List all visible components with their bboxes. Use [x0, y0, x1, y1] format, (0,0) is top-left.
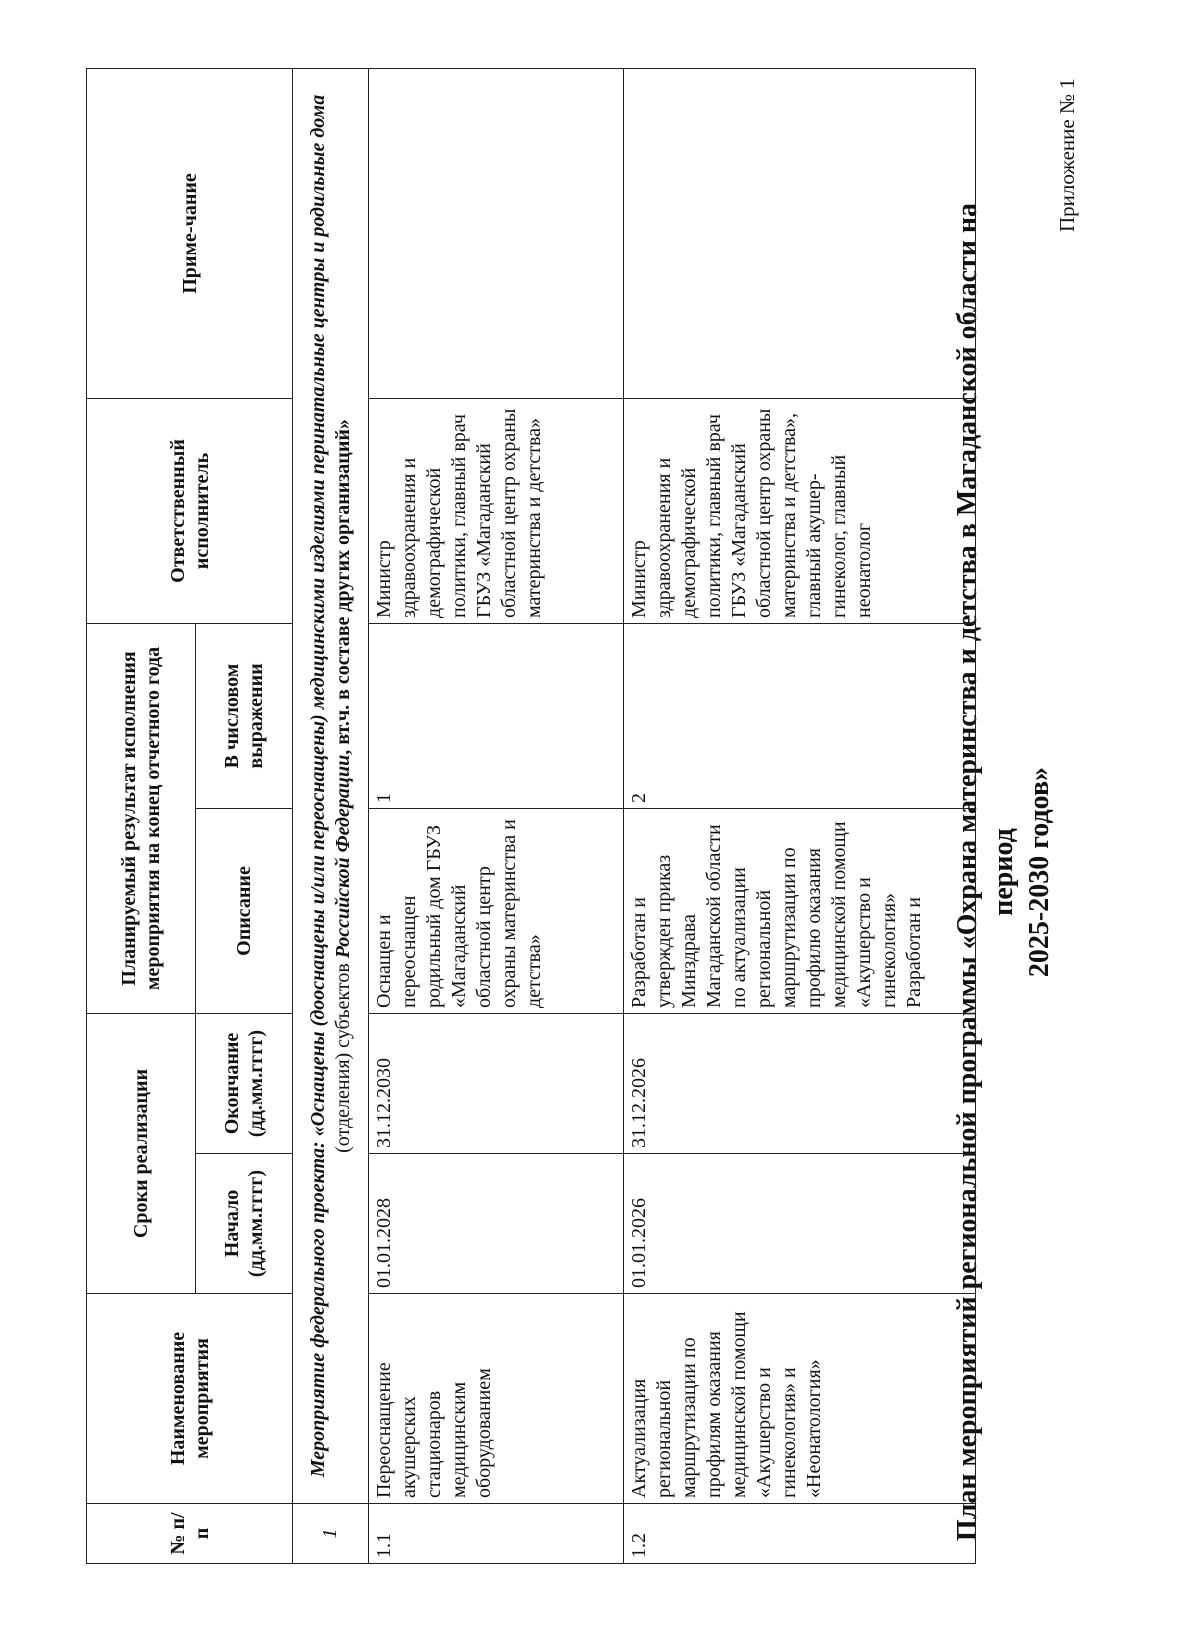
- row-num: 1.1: [368, 1504, 623, 1564]
- row-num: 1.2: [623, 1504, 975, 1564]
- row-end: 31.12.2026: [623, 1013, 975, 1153]
- section-part-4: , вт.ч. в составе других организаций»: [331, 419, 354, 755]
- header-end: Окончание (дд.мм.гггг): [196, 1013, 293, 1153]
- header-note: Приме-чание: [87, 68, 293, 398]
- row-end: 31.12.2030: [368, 1013, 623, 1153]
- row-start: 01.01.2028: [368, 1154, 623, 1294]
- title-line-1: План мероприятий региональной программы «Охрана материнства и детства в Магаданской области на период: [952, 202, 1019, 1542]
- row-note: [368, 68, 623, 398]
- appendix-label: Приложение № 1: [1055, 78, 1079, 232]
- header-responsible: Ответственный исполнитель: [87, 398, 293, 623]
- section-title: [293, 68, 368, 1503]
- plan-table: [86, 68, 976, 1564]
- row-numeric: 2: [623, 623, 975, 808]
- row-description: [623, 808, 975, 1013]
- section-num: 1: [293, 1504, 368, 1564]
- row-name: Переоснащение акушерских стационаров медицинским оборудованием: [368, 1294, 623, 1504]
- row-note: [623, 68, 975, 398]
- header-num: № п/п: [87, 1504, 293, 1564]
- row-name: Актуализация региональной маршрутизации по профилям оказания медицинской помощи «Акушерство и гинекология» и «Неонатология»: [623, 1294, 975, 1504]
- section-part-1: Мероприятие федерального проекта: «Оснащены (дооснащены и/или переоснащены) медицинскими изделиями перинатальные центры и родильные дома: [306, 94, 329, 1478]
- row-description: Оснащен и переоснащен родильный дом ГБУЗ «Магаданский областной центр охраны материнства и детства»: [368, 808, 623, 1013]
- header-result: Планируемый результат исполнения мероприятия на конец отчетного года: [87, 623, 196, 1013]
- header-terms: Сроки реализации: [87, 1013, 196, 1293]
- row-responsible: Министр здравоохранения и демографической политики, главный врач ГБУЗ «Магаданский областной центр охраны материнства и детства», главный акушер-гинеколог, главный неонатолог: [623, 398, 975, 623]
- header-start: Начало (дд.мм.гггг): [196, 1154, 293, 1294]
- header-description: Описание: [196, 808, 293, 1013]
- table-row: [623, 68, 975, 1563]
- table-row: [368, 68, 623, 1563]
- row-responsible: Министр здравоохранения и демографической политики, главный врач ГБУЗ «Магаданский областной центр охраны материнства и детства»: [368, 398, 623, 623]
- title-line-2: 2025-2030 годов»: [1024, 766, 1055, 978]
- row-numeric: 1: [368, 623, 623, 808]
- section-part-2: (отделения) субъектов: [331, 958, 354, 1153]
- section-row: [293, 68, 368, 1563]
- row-description-text: Разработан и утвержден приказ Минздрава Магаданской области по актуализации региональной маршрутизации по профилю оказания медицинской помощи «Акушерство и гинекология» Разработан и: [627, 821, 925, 1008]
- header-name: Наименование мероприятия: [87, 1294, 293, 1504]
- section-part-3: Российской Федерации: [331, 754, 354, 959]
- header-numeric: В числовом выражении: [196, 623, 293, 808]
- header-row-1: [87, 68, 196, 1563]
- row-start: 01.01.2026: [623, 1154, 975, 1294]
